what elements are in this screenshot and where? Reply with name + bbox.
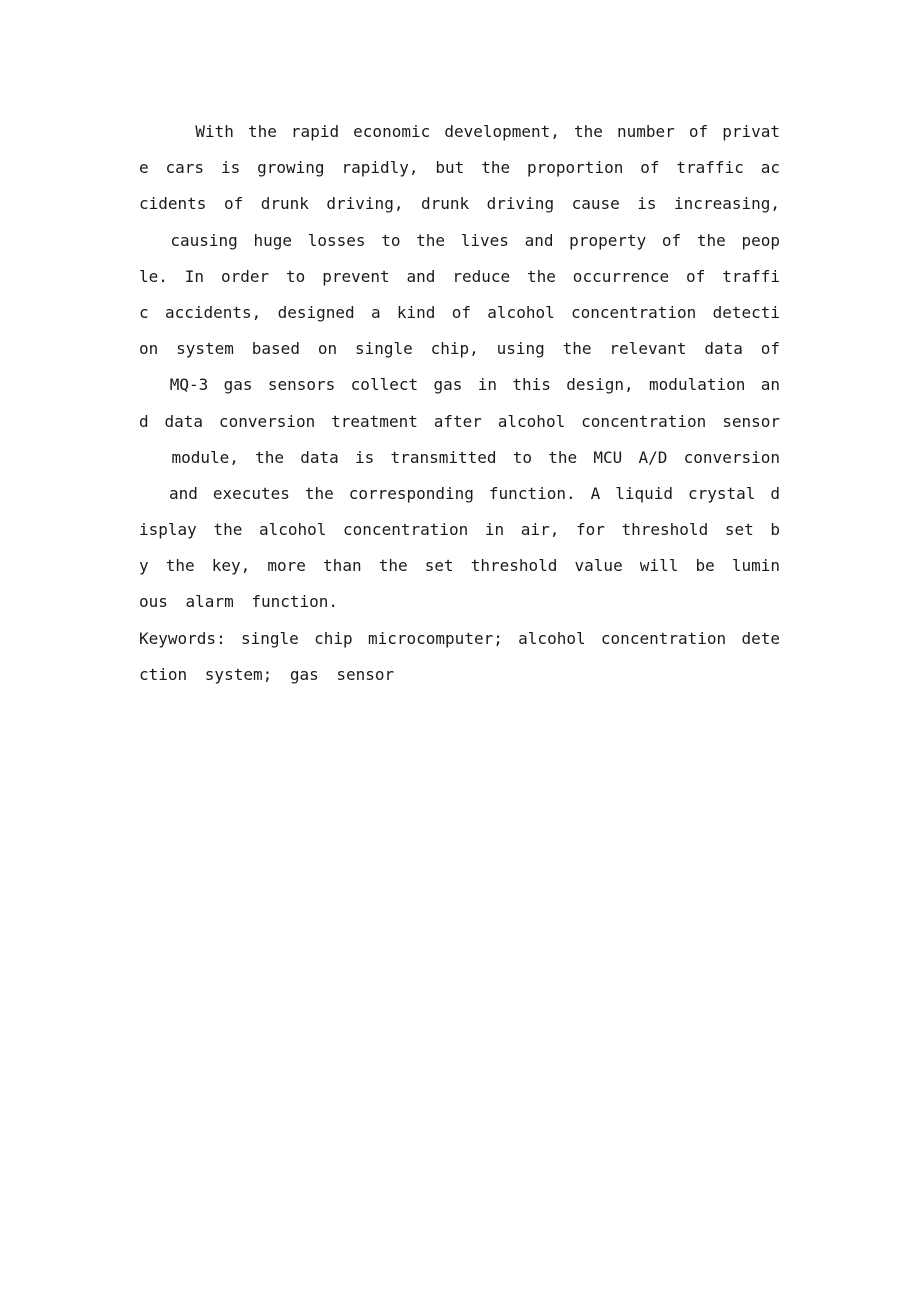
abstract-line: causing huge losses to the lives and property of the peop xyxy=(139,230,780,250)
abstract-line: y the key, more than the set threshold value will be lumin xyxy=(139,556,780,576)
abstract-line: module, the data is transmitted to the MCU A/D conversion xyxy=(139,447,780,467)
abstract-line: e cars is growing rapidly, but the proportion of traffic ac xyxy=(139,158,780,178)
abstract-line: c accidents, designed a kind of alcohol concentration detecti xyxy=(139,302,780,322)
abstract-text xyxy=(139,114,780,693)
abstract-line: isplay the alcohol concentration in air, for threshold set b xyxy=(139,520,780,540)
keywords-line: Keywords: single chip microcomputer; alcohol concentration dete xyxy=(139,628,780,648)
abstract-line: With the rapid economic development, the number of privat xyxy=(139,122,780,141)
abstract-line: d data conversion treatment after alcohol concentration sensor xyxy=(139,411,780,431)
abstract-line: cidents of drunk driving, drunk driving cause is increasing, xyxy=(139,194,780,214)
keywords-line: ction system; gas sensor xyxy=(139,664,395,684)
abstract-line: on system based on single chip, using the relevant data of xyxy=(139,339,780,359)
abstract-line: MQ-3 gas sensors collect gas in this design, modulation an xyxy=(139,375,780,395)
abstract-line: ous alarm function. xyxy=(139,592,339,612)
abstract-line: and executes the corresponding function. A liquid crystal d xyxy=(139,483,780,503)
abstract-line: le. In order to prevent and reduce the occurrence of traffi xyxy=(139,266,780,286)
